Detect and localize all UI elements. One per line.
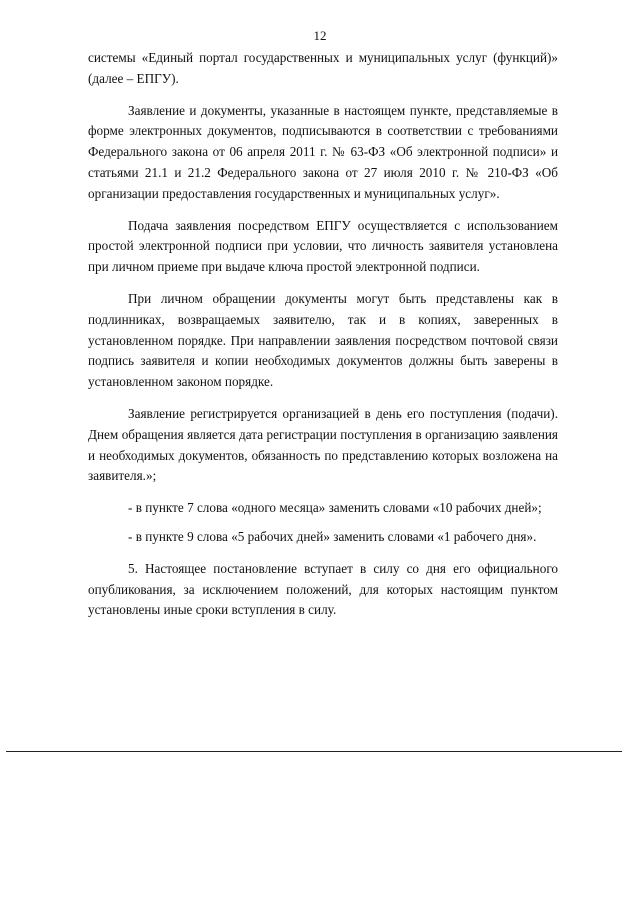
- page-number: 12: [313, 28, 327, 43]
- paragraph-personal-visit: При личном обращении документы могут быть представлены как в подлинниках, возвращаемых заявителю, так и в копиях, заверенных в установленном порядке. При направлении заявления посредством почтовой связи подпись заявителя и копии необходимых документов должны быть заверены в установленном законом порядке.: [88, 290, 558, 390]
- paragraph-registration: Заявление регистрируется организацией в день его поступления (подачи). Днем обращения является дата регистрации поступления в организацию заявления и необходимых документов, обязанность по представлению которых возложена на заявителя.»;: [88, 405, 558, 484]
- paragraph-amendment-point-9: - в пункте 9 слова «5 рабочих дней» заменить словами «1 рабочего дня».: [128, 528, 537, 544]
- paragraph-epgu-submission: Подача заявления посредством ЕПГУ осуществляется с использованием простой электронной подписи при условии, что личность заявителя установлена при личном приеме при выдаче ключа простой электронной подписи.: [88, 217, 558, 275]
- paragraph-epgu-continuation: системы «Единый портал государственных и муниципальных услуг (функций)» (далее – ЕПГУ).: [88, 50, 558, 86]
- document-body: [88, 48, 558, 632]
- footer-divider-line: [6, 751, 622, 752]
- paragraph-amendment-point-7: - в пункте 7 слова «одного месяца» заменить словами «10 рабочих дней»;: [128, 500, 542, 516]
- paragraph-effective-date: 5. Настоящее постановление вступает в силу со дня его официального опубликования, за исключением положений, для которых настоящим пунктом установлены иные сроки вступления в силу.: [88, 560, 558, 618]
- paragraph-electronic-signature: Заявление и документы, указанные в настоящем пункте, представляемые в форме электронных документов, подписываются в соответствии с требованиями Федерального закона от 06 апреля 2011 г. № 63-ФЗ «Об электронной подписи» и статьями 21.1 и 21.2 Федерального закона от 27 июля 2010 г. № 210-ФЗ «Об организации предоставления государственных и муниципальных услуг».: [88, 102, 558, 201]
